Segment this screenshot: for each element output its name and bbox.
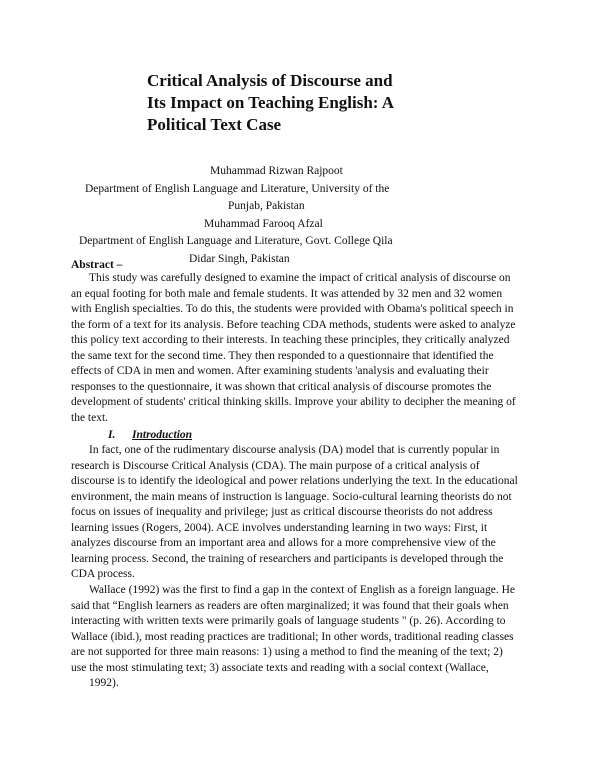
wallace-line: interacting with written texts were primarily goals of language students " (p. 26). According to	[71, 615, 506, 628]
wallace-paragraph	[71, 583, 541, 692]
affiliation-2-line-2: Didar Singh, Pakistan	[189, 253, 290, 265]
intro-line: focus on issues of inequality and privilege; just as critical discourse theorists do not address	[71, 506, 493, 519]
author-name-1: Muhammad Rizwan Rajpoot	[210, 165, 343, 177]
abstract-line: the form of a text for its analysis. Before teaching CDA methods, students were asked to analyze	[71, 318, 516, 331]
abstract-line: with English specialties. To do this, the students were provided with Obama's political speech in	[71, 303, 514, 316]
abstract-line: an equal footing for both male and female students. It was attended by 32 men and 32 women	[71, 287, 503, 300]
intro-line: discourse is to identify the ideological and power relations underlying the text. In the educational	[71, 475, 518, 488]
affiliation-1-line-2: Punjab, Pakistan	[228, 200, 305, 213]
title-line: Critical Analysis of Discourse and	[147, 71, 393, 90]
wallace-line: are not supported for three main reasons: 1) using a method to find the meaning of the text; 2)	[71, 646, 503, 659]
wallace-line: Wallace (ibid.), most reading practices are traditional; In other words, traditional reading classes	[71, 630, 514, 643]
abstract-line: the text.	[71, 411, 109, 424]
title-line: Political Text Case	[147, 115, 282, 134]
author-name-2: Muhammad Farooq Afzal	[204, 217, 323, 230]
paper-title	[147, 70, 437, 136]
affiliation-2-line-1: Department of English Language and Literature, Govt. College Qila	[79, 235, 393, 248]
intro-line: CDA process.	[71, 568, 135, 581]
abstract-line: effects of CDA in men and women. After examining students 'analysis and evaluating their	[71, 365, 489, 378]
abstract-paragraph	[71, 271, 541, 426]
abstract-heading: Abstract –	[71, 259, 123, 271]
section-heading	[108, 429, 192, 441]
intro-line: learning process. Second, the training of researchers and participants is developed through the	[71, 552, 504, 565]
intro-line: analyzes discourse from an important area and allows for a more comprehensive view of the	[71, 537, 496, 550]
affiliation-1-line-1: Department of English Language and Literature, University of the	[85, 182, 390, 195]
section-number: I.	[108, 429, 116, 441]
intro-line: research is Discourse Critical Analysis (CDA). The main purpose of a critical analysis of	[71, 459, 480, 472]
abstract-line: the same text for the second time. They then responded to a questionnaire that identified the	[71, 349, 494, 362]
intro-line: environment, the main means of instruction is language. Socio-cultural learning theorists do not	[71, 490, 512, 503]
abstract-line: development of students' critical thinking skills. Improve your ability to decipher the meaning of	[71, 396, 516, 409]
intro-line: learning issues (Rogers, 2004). ACE involves understanding learning in two ways: First, it	[71, 521, 488, 534]
wallace-line: Wallace (1992) was the first to find a gap in the context of English as a foreign language. He	[89, 584, 516, 596]
wallace-line: 1992).	[89, 677, 119, 690]
abstract-line: this policy text according to their interests. In teaching these principles, they critically analyzed	[71, 334, 510, 347]
intro-line: In fact, one of the rudimentary discourse analysis (DA) model that is currently popular in	[89, 444, 500, 456]
wallace-line: said that “English learners as readers are often marginalized; it was found that their goals when	[71, 599, 509, 612]
abstract-line: responses to the questionnaire, it was shown that critical analysis of discourse promotes the	[71, 380, 492, 393]
wallace-line: use the most stimulating text; 3) associate texts and reading with a social context (Wallace,	[71, 661, 489, 674]
abstract-line: This study was carefully designed to examine the impact of critical analysis of discourse on	[89, 272, 511, 284]
section-title: Introduction	[132, 429, 193, 441]
intro-paragraph	[71, 443, 541, 583]
title-line: Its Impact on Teaching English: A	[147, 93, 395, 112]
